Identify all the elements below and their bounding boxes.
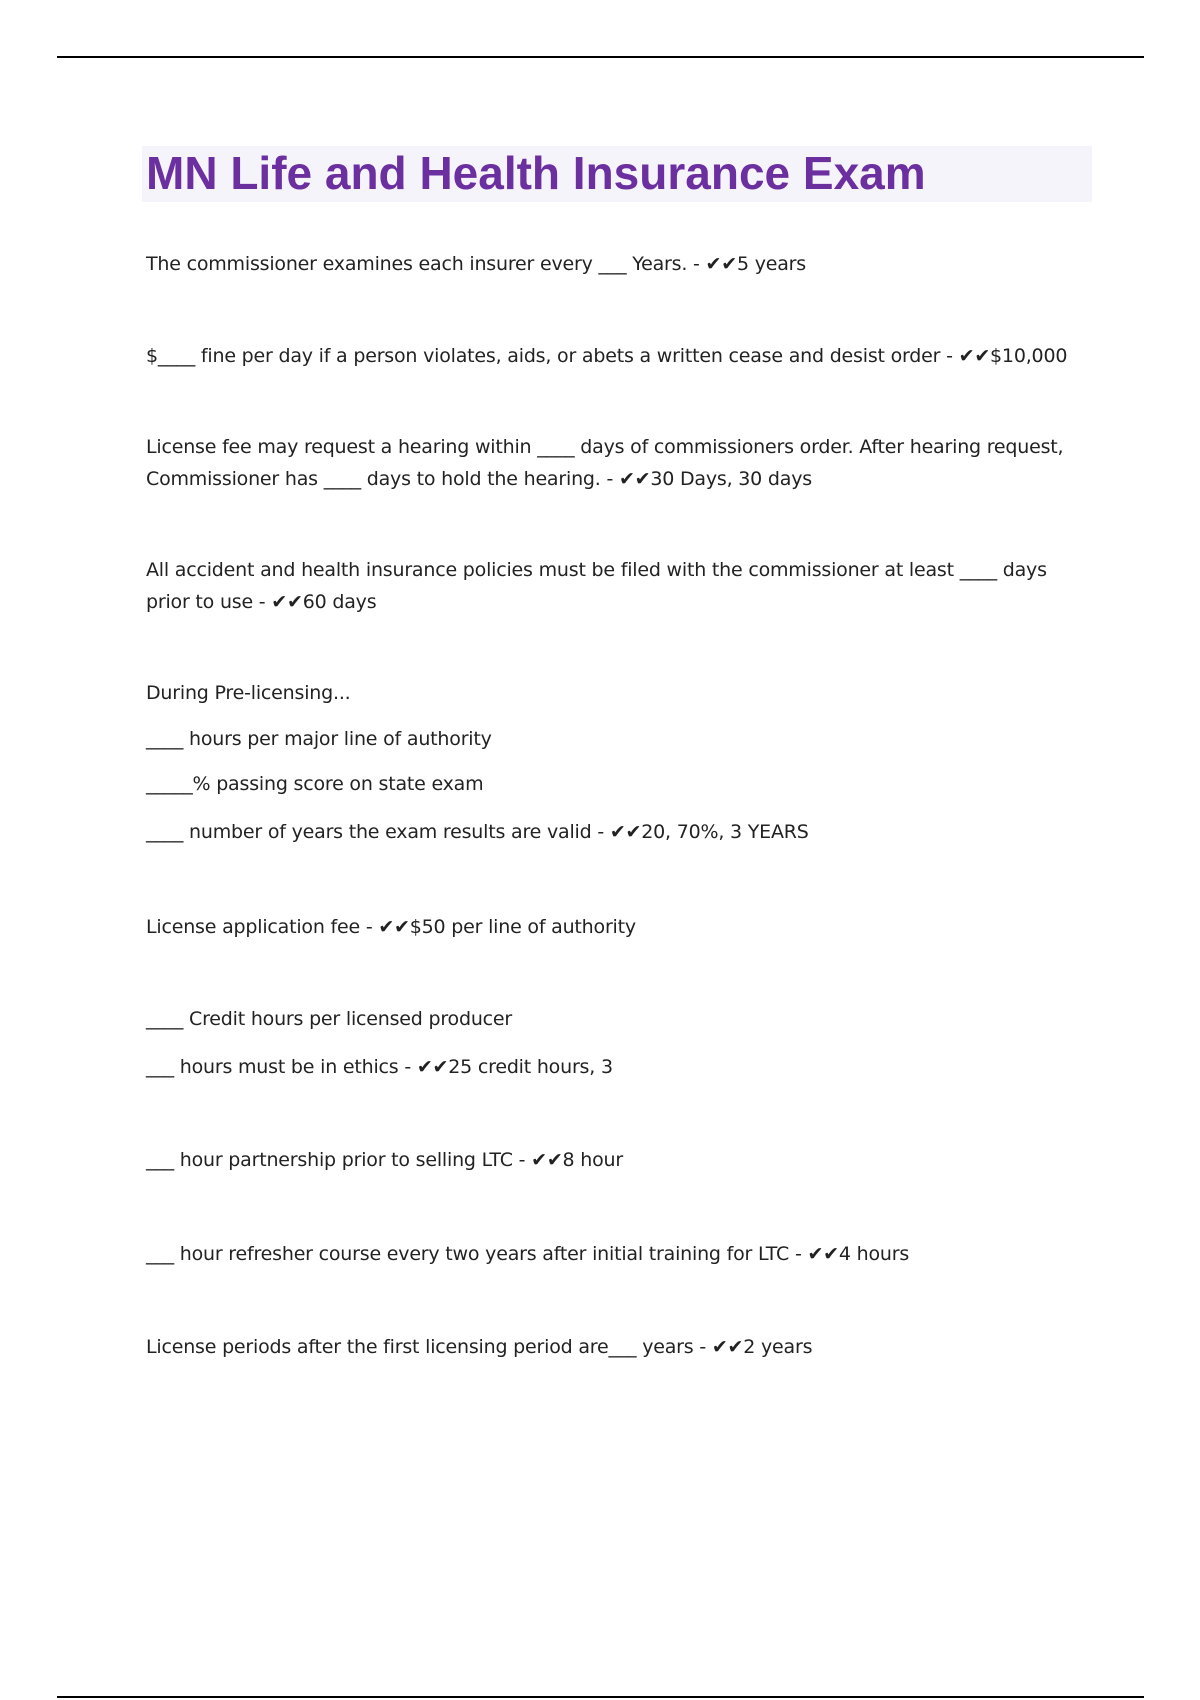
question-8: ___ hour partnership prior to selling LTC - ✔✔8 hour bbox=[146, 1149, 623, 1171]
header-rule bbox=[57, 56, 1144, 58]
question-10: License periods after the first licensing period are___ years - ✔✔2 years bbox=[146, 1336, 813, 1358]
question-2: $____ fine per day if a person violates, aids, or abets a written cease and desist order - ✔✔$10,000 bbox=[146, 345, 1068, 367]
question-9: ___ hour refresher course every two years after initial training for LTC - ✔✔4 hours bbox=[146, 1243, 910, 1265]
question-7-line-2: ___ hours must be in ethics - ✔✔25 credit hours, 3 bbox=[146, 1056, 613, 1078]
page-title: MN Life and Health Insurance Exam bbox=[146, 147, 926, 199]
question-3: License fee may request a hearing within ____ days of commissioners order. After hearing request, Commissioner has ____ days to hold the hearing. - ✔✔30 Days, 30 days bbox=[146, 436, 1064, 490]
question-5-line-1: ____ hours per major line of authority bbox=[146, 728, 492, 750]
question-4: All accident and health insurance policies must be filed with the commissioner at least ____ days prior to use - ✔✔60 days bbox=[146, 559, 1047, 613]
question-7-line-1: ____ Credit hours per licensed producer bbox=[146, 1008, 513, 1030]
question-1: The commissioner examines each insurer every ___ Years. - ✔✔5 years bbox=[146, 253, 806, 275]
footer-rule bbox=[57, 1696, 1144, 1698]
question-5-line-3: ____ number of years the exam results are valid - ✔✔20, 70%, 3 YEARS bbox=[146, 821, 809, 843]
question-5-heading: During Pre-licensing... bbox=[146, 682, 351, 704]
question-6: License application fee - ✔✔$50 per line of authority bbox=[146, 916, 636, 938]
question-5-line-2: _____% passing score on state exam bbox=[146, 773, 484, 795]
